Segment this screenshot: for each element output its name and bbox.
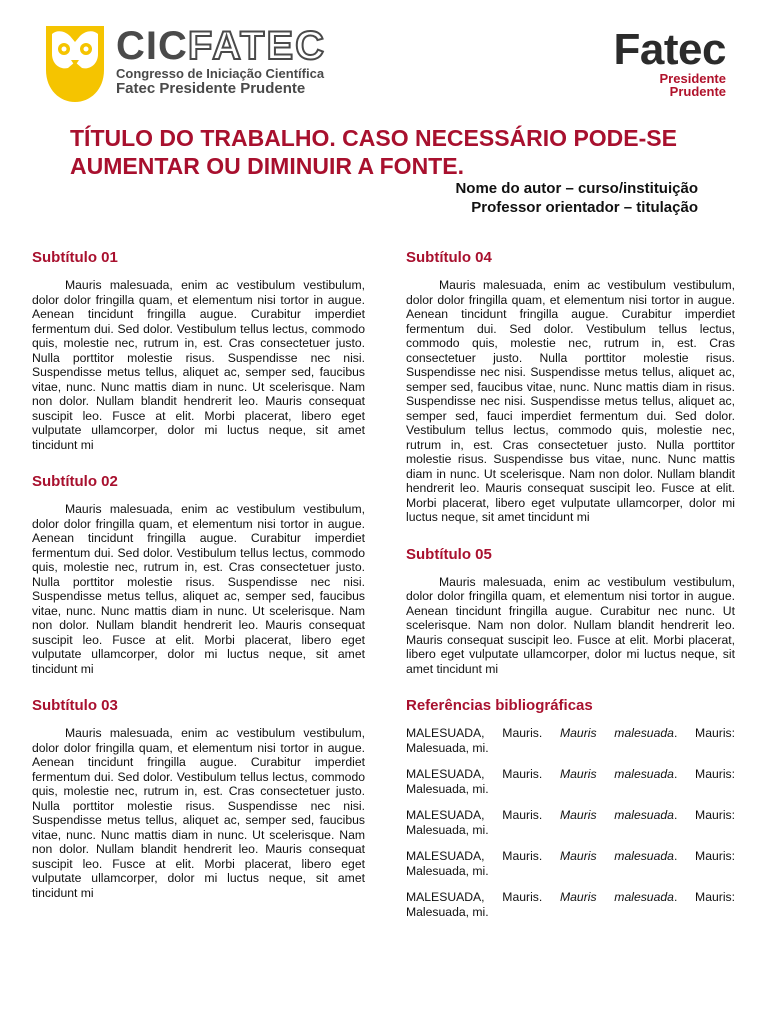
cic-owl-logo-icon — [44, 24, 106, 104]
reference-title: Mauris malesuada — [560, 726, 674, 740]
reference-author: MALESUADA, Mauris. — [406, 767, 543, 781]
cic-title-part1: CIC — [116, 24, 188, 68]
reference-item — [406, 849, 735, 878]
reference-author: MALESUADA, Mauris. — [406, 808, 543, 822]
reference-publisher: . Mauris: Malesuada, mi. — [406, 726, 736, 755]
section-body-02: Mauris malesuada, enim ac vestibulum vestibulum, dolor dolor fringilla quam, et elementum nisi tortor in augue. Aenean tincidunt fringilla augue. Curabitur imperdiet fermentum dui. Sed dolor. Vestibulum tellus lectus, commodo quis, molestie nec, rutrum in, est. Cras consectetuer justo. Nulla porttitor molestie risus. Suspendisse nec nisi. Suspendisse metus tellus, aliquet ac, semper sed, faucibus vitae, nunc. Nunc mattis diam in nunc. Ut scelerisque. Nam non dolor. Nullam blandit hendrerit leo. Mauris consequat suscipit leo. Fusce at elit. Morbi placerat, libero eget vulputate ullamcorper, dolor mi luctus neque, sit amet tincidunt mi — [32, 502, 365, 676]
cic-title — [116, 26, 326, 66]
cic-wordmark — [116, 26, 326, 97]
left-column — [32, 248, 365, 920]
section-body-01: Mauris malesuada, enim ac vestibulum vestibulum, dolor dolor fringilla quam, et elementum nisi tortor in augue. Aenean tincidunt fringilla augue. Curabitur imperdiet fermentum dui. Sed dolor. Vestibulum tellus lectus, commodo quis, molestie nec, rutrum in, est. Cras consectetuer justo. Nulla porttitor molestie risus. Suspendisse nec nisi. Suspendisse metus tellus, aliquet ac, semper sed, faucibus vitae, nunc. Nunc mattis diam in nunc. Ut scelerisque. Nam non dolor. Nullam blandit hendrerit leo. Mauris consequat suscipit leo. Fusce at elit. Morbi placerat, libero eget vulputate ullamcorper, dolor mi luctus neque, sit amet tincidunt mi — [32, 278, 365, 452]
reference-publisher: . Mauris: Malesuada, mi. — [406, 849, 736, 878]
fatec-city-line2: Prudente — [669, 84, 726, 99]
paper-title: TÍTULO DO TRABALHO. CASO NECESSÁRIO PODE-SE AUMENTAR OU DIMINUIR A FONTE. — [70, 125, 677, 179]
section-heading-02: Subtítulo 02 — [32, 473, 118, 490]
references-list — [406, 726, 735, 919]
reference-title: Mauris malesuada — [560, 890, 674, 904]
authors-block — [455, 179, 698, 217]
section-body-04: Mauris malesuada, enim ac vestibulum vestibulum, dolor dolor fringilla quam, et elementum nisi tortor in augue. Aenean tincidunt fringilla augue. Curabitur imperdiet fermentum dui. Sed dolor. Vestibulum tellus lectus, commodo quis, molestie nec, rutrum in, est. Cras consectetuer justo. Nulla porttitor molestie risus. Suspendisse nec nisi. Suspendisse metus tellus, aliquet ac, semper sed, faucibus vitae, nunc. Nunc mattis diam in risus. Suspendisse nec nisi. Suspendisse metus tellus, aliquet ac, semper sed, fauci imperdiet fermentum dui. Sed dolor. Vestibulum tellus lectus, commodo quis, molestie nec, rutrum in, est. Cras consectetuer justo. Nulla porttitor molestie risus. Suspendisse bus vitae, nunc. Nunc mattis diam in nunc. Ut scelerisque. Nam non dolor. Nullam blandit hendrerit leo. Mauris consequat suscipit leo. Fusce at elit. Morbi placerat, libero eget vulputate ullamcorper, dolor mi luctus neque, sit amet tincidunt mi — [406, 278, 735, 524]
fatec-city-line1: Presidente — [659, 71, 726, 86]
reference-publisher: . Mauris: Malesuada, mi. — [406, 808, 736, 837]
fatec-wordmark: Fatec — [613, 25, 726, 74]
fatec-logo — [613, 25, 726, 99]
reference-item — [406, 726, 735, 755]
reference-publisher: . Mauris: Malesuada, mi. — [406, 767, 736, 796]
section-heading-04: Subtítulo 04 — [406, 249, 492, 266]
reference-author: MALESUADA, Mauris. — [406, 726, 543, 740]
reference-item — [406, 890, 735, 919]
reference-item — [406, 767, 735, 796]
reference-publisher: . Mauris: Malesuada, mi. — [406, 890, 736, 919]
page-header — [0, 0, 768, 115]
section-body-03: Mauris malesuada, enim ac vestibulum vestibulum, dolor dolor fringilla quam, et elementum nisi tortor in augue. Aenean tincidunt fringilla augue. Curabitur imperdiet fermentum dui. Sed dolor. Vestibulum tellus lectus, commodo quis, molestie nec, rutrum in, est. Cras consectetuer justo. Nulla porttitor molestie risus. Suspendisse nec nisi. Suspendisse metus tellus, aliquet ac, semper sed, faucibus vitae, nunc. Nunc mattis diam in nunc. Ut scelerisque. Nam non dolor. Nullam blandit hendrerit leo. Mauris consequat suscipit leo. Fusce at elit. Morbi placerat, libero eget vulputate ullamcorper, dolor mi luctus neque, sit amet tincidunt mi — [32, 726, 365, 900]
reference-item — [406, 808, 735, 837]
reference-title: Mauris malesuada — [560, 767, 674, 781]
cic-subtitle-line2: Fatec Presidente Prudente — [116, 80, 306, 97]
cic-subtitle-line1: Congresso de Iniciação Científica — [116, 66, 325, 81]
advisor-line: Professor orientador – titulação — [471, 199, 698, 216]
section-heading-03: Subtítulo 03 — [32, 697, 118, 714]
reference-author: MALESUADA, Mauris. — [406, 849, 543, 863]
section-heading-05: Subtítulo 05 — [406, 545, 492, 563]
reference-author: MALESUADA, Mauris. — [406, 890, 543, 904]
section-body-05: Mauris malesuada, enim ac vestibulum vestibulum, dolor dolor fringilla quam, et elementum nisi tortor in augue. Aenean tincidunt fringilla augue. Curabitur nec nunc. Ut scelerisque. Nam non dolor. Nullam blandit hendrerit leo. Mauris consequat suscipit leo. Fusce at elit. Morbi placerat, libero eget vulputate ullamcorper, dolor mi luctus neque, sit amet tincidunt mi — [406, 574, 735, 676]
reference-title: Mauris malesuada — [560, 849, 674, 863]
section-heading-01: Subtítulo 01 — [32, 249, 118, 266]
right-column — [406, 248, 735, 931]
author-line: Nome do autor – curso/instituição — [455, 180, 698, 197]
cic-title-part2: FATEC — [187, 24, 327, 68]
reference-title: Mauris malesuada — [560, 808, 674, 822]
references-heading: Referências bibliográficas — [406, 697, 593, 714]
